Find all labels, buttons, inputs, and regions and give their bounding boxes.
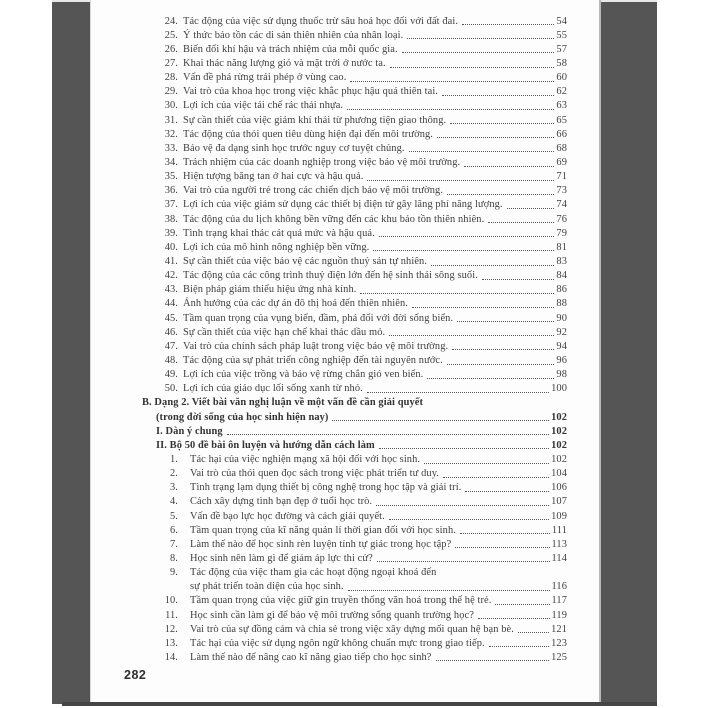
item-title: Trách nhiệm của các doanh nghiệp trong việc bảo vệ môi trường.: [183, 157, 461, 169]
item-page-number: 106: [551, 482, 567, 494]
item-number: 1.: [170, 454, 178, 465]
item-title: sự phát triển toàn diện của học sinh.: [190, 581, 344, 593]
dot-leader: [442, 95, 554, 96]
item-page-number: 117: [551, 595, 567, 607]
item-title: Tầm quan trọng của vụng biển, đầm, phá đối với đời sống biển.: [183, 312, 454, 324]
item-page-number: 113: [551, 538, 567, 550]
item-number: 40.: [164, 241, 178, 253]
item-page-number: 55: [556, 29, 567, 41]
item-number: 9.: [170, 567, 178, 579]
toc-row: [90, 650, 567, 664]
item-number: 42.: [164, 270, 178, 282]
toc-row: [90, 297, 567, 311]
item-title: Hiện tượng băng tan ở hai cực và hậu quả.: [183, 171, 364, 183]
item-number: 31.: [164, 114, 178, 126]
item-page-number: 107: [551, 496, 567, 508]
dot-leader: [443, 477, 549, 478]
item-title: Vai trò của chính sách pháp luật trong việc bảo vệ môi trường.: [183, 340, 449, 352]
toc-row: [90, 113, 567, 127]
dot-leader: [389, 335, 554, 336]
toc-row: [90, 127, 567, 141]
item-number: 4.: [170, 496, 178, 508]
toc-row: [90, 622, 567, 636]
dot-leader: [390, 67, 555, 68]
toc-row: [90, 198, 567, 212]
toc-row: [90, 410, 567, 424]
dot-leader: [427, 378, 554, 379]
item-page-number: 74: [556, 199, 567, 211]
item-page-number: 100: [551, 383, 567, 395]
item-page-number: 54: [556, 15, 567, 27]
toc-row: [90, 184, 567, 198]
item-title: II. Bộ 50 đề bài ôn luyện và hướng dẫn cách làm: [156, 439, 375, 451]
item-number: 8.: [170, 552, 178, 564]
item-title: Vai trò của khoa học trong việc khắc phục hậu quả thiên tai.: [183, 86, 438, 98]
toc-row: [90, 382, 567, 396]
item-page-number: 96: [556, 355, 567, 367]
dot-leader: [507, 208, 555, 209]
toc-row: [90, 14, 567, 28]
item-title: Khai thác năng lượng gió và mặt trời ở nước ta.: [183, 58, 386, 70]
item-title: Tác động của thói quen tiêu dùng hiện đại đến môi trường.: [183, 128, 433, 140]
item-title: Tình trạng khai thác cát quá mức và hậu quả.: [183, 227, 375, 239]
item-number: 27.: [164, 58, 178, 70]
item-title: Sự cần thiết của việc giảm khí thải từ phương tiện giao thông.: [183, 114, 447, 126]
item-page-number: 104: [551, 468, 567, 480]
toc-row: [90, 594, 567, 608]
photo-background-left: [52, 0, 90, 704]
toc-row: [90, 452, 567, 466]
item-number: 6.: [170, 524, 178, 536]
item-number: 46.: [164, 326, 178, 338]
item-number: 25.: [164, 29, 178, 41]
dot-leader: [424, 463, 549, 464]
item-title: Học sinh nên làm gì để giảm áp lực thi cử?: [190, 552, 373, 564]
item-page-number: 102: [551, 425, 567, 437]
item-title: Vai trò của người trẻ trong các chiến dịch bảo vệ môi trường.: [183, 185, 444, 197]
item-number: 35.: [164, 171, 178, 183]
toc-row: [90, 311, 567, 325]
dot-leader: [462, 24, 554, 25]
toc-row: [90, 523, 567, 537]
item-page-number: 66: [556, 128, 567, 140]
item-page-number: 121: [551, 623, 567, 635]
dot-leader: [452, 349, 554, 350]
item-title: Tầm quan trọng của việc giữ gìn truyền thống văn hoá trong thế hệ trẻ.: [190, 595, 492, 607]
dot-leader: [436, 660, 550, 661]
item-title: I. Dàn ý chung: [156, 425, 223, 437]
item-title: Tác động của sự phát triển công nghiệp đến tài nguyên nước.: [183, 355, 443, 367]
item-page-number: 102: [551, 439, 567, 451]
toc-row: [90, 240, 567, 254]
item-page-number: 84: [556, 270, 567, 282]
toc-row: [90, 438, 567, 452]
item-title: Cách xây dựng tình bạn đẹp ở tuổi học trò.: [190, 496, 373, 508]
photo-bottom-edge: [62, 702, 657, 706]
item-number: 43.: [164, 284, 178, 296]
item-title: Tác động của du lịch không bền vững đến các khu bảo tồn thiên nhiên.: [183, 213, 485, 225]
item-page-number: 116: [551, 581, 567, 593]
dot-leader: [450, 123, 554, 124]
toc-row: [90, 396, 567, 410]
item-title: Tác hại của việc sử dụng ngôn ngữ không chuẩn mực trong giao tiếp.: [190, 637, 485, 649]
dot-leader: [482, 279, 555, 280]
item-title: Ảnh hưởng của các dự án đô thị hoá đến thiên nhiên.: [183, 298, 408, 310]
item-number: 45.: [164, 312, 178, 324]
dot-leader: [464, 166, 554, 167]
toc-row: [90, 283, 567, 297]
dot-leader: [478, 618, 550, 619]
dot-leader: [460, 533, 550, 534]
item-page-number: 81: [556, 241, 567, 253]
item-page-number: 125: [551, 651, 567, 663]
photo-background-right: [601, 0, 657, 702]
item-number: 7.: [170, 538, 178, 550]
toc-row: [90, 368, 567, 382]
item-title: Bảo vệ đa dạng sinh học trước nguy cơ tuyệt chủng.: [183, 142, 405, 154]
item-title: Sự cần thiết của việc bảo vệ các nguồn thuỷ sản tự nhiên.: [183, 256, 428, 268]
item-number: 26.: [164, 43, 178, 55]
item-page-number: 76: [556, 213, 567, 225]
dot-leader: [409, 151, 555, 152]
dot-leader: [489, 646, 549, 647]
toc-row: [90, 155, 567, 169]
toc-row: [90, 636, 567, 650]
toc-row: [90, 353, 567, 367]
table-of-contents: [90, 14, 567, 664]
dot-leader: [348, 590, 550, 591]
book-page: [90, 0, 601, 702]
item-title: Làm thế nào để học sinh rèn luyện tính tự giác trong học tập?: [190, 538, 452, 550]
dot-leader: [332, 420, 549, 421]
item-page-number: 68: [556, 142, 567, 154]
item-title: Vấn đề phá rừng trái phép ở vùng cao.: [183, 72, 347, 84]
item-number: 12.: [164, 623, 178, 635]
dot-leader: [447, 194, 554, 195]
item-page-number: 69: [556, 157, 567, 169]
item-number: 33.: [164, 142, 178, 154]
item-page-number: 119: [551, 609, 567, 621]
toc-row: [90, 509, 567, 523]
toc-row: [90, 339, 567, 353]
dot-leader: [431, 265, 554, 266]
item-page-number: 123: [551, 637, 567, 649]
item-page-number: 102: [551, 411, 567, 423]
toc-row: [90, 325, 567, 339]
toc-row: [90, 85, 567, 99]
dot-leader: [407, 38, 554, 39]
toc-row: [90, 254, 567, 268]
item-page-number: 79: [556, 227, 567, 239]
item-number: 24.: [164, 15, 178, 27]
toc-row: [90, 99, 567, 113]
item-number: 30.: [164, 100, 178, 112]
item-title: Làm thế nào để nâng cao kĩ năng giao tiếp cho học sinh?: [190, 651, 432, 663]
dot-leader: [402, 52, 555, 53]
toc-row: [90, 608, 567, 622]
item-title: Tác động của việc sử dụng thuốc trừ sâu hoá học đối với đất đai.: [183, 15, 459, 27]
item-number: 48.: [164, 355, 178, 367]
toc-row: [90, 42, 567, 56]
dot-leader: [360, 293, 554, 294]
item-number: 47.: [164, 340, 178, 352]
item-page-number: 71: [556, 171, 567, 183]
toc-row: [90, 170, 567, 184]
item-title: (trong đời sống của học sinh hiện nay): [156, 411, 329, 423]
item-title: Biến đổi khí hậu và trách nhiệm của mỗi quốc gia.: [183, 43, 398, 55]
item-number: 49.: [164, 369, 178, 381]
dot-leader: [389, 519, 549, 520]
item-title: Tác hại của việc nghiện mạng xã hội đối với học sinh.: [190, 454, 421, 465]
toc-row: [90, 565, 567, 579]
page-right-edge: [599, 0, 601, 702]
toc-row: [90, 28, 567, 42]
item-title: Vai trò của sự đồng cảm và chia sẻ trong việc xây dựng mối quan hệ bạn bè.: [190, 623, 514, 635]
item-page-number: 86: [556, 284, 567, 296]
toc-row: [90, 495, 567, 509]
item-page-number: 83: [556, 256, 567, 268]
item-title: Tác động của các công trình thuỷ điện lớn đến hệ sinh thái sông suối.: [183, 270, 478, 282]
dot-leader: [367, 392, 549, 393]
item-title: Lợi ích của mô hình nông nghiệp bền vững.: [183, 241, 370, 253]
dot-leader: [367, 180, 554, 181]
dot-leader: [457, 321, 554, 322]
toc-row: [90, 551, 567, 565]
item-page-number: 73: [556, 185, 567, 197]
item-number: 39.: [164, 227, 178, 239]
item-title: Lợi ích của giáo dục lối sống xanh từ nhỏ.: [183, 383, 363, 395]
item-page-number: 58: [556, 58, 567, 70]
item-page-number: 102: [551, 454, 567, 465]
item-page-number: 57: [556, 43, 567, 55]
item-title: Lợi ích của việc giảm sử dụng các thiết bị điện tử gây lãng phí năng lượng.: [183, 199, 503, 211]
toc-row: [90, 467, 567, 481]
item-page-number: 94: [556, 340, 567, 352]
item-title: Ý thức bảo tồn các di sản thiên nhiên của nhân loại.: [183, 29, 404, 41]
item-number: 38.: [164, 213, 178, 225]
folio-number: 282: [124, 668, 147, 682]
item-number: 32.: [164, 128, 178, 140]
dot-leader: [227, 434, 549, 435]
item-title: Tác động của việc tham gia các hoạt động ngoại khoá đến: [190, 567, 437, 579]
dot-leader: [373, 250, 554, 251]
item-title: Lợi ích của việc tái chế rác thải nhựa.: [183, 100, 344, 112]
dot-leader: [455, 547, 549, 548]
item-title: Tình trạng lạm dụng thiết bị công nghệ trong học tập và giải trí.: [190, 482, 462, 494]
item-number: 36.: [164, 185, 178, 197]
item-number: 5.: [170, 510, 178, 522]
dot-leader: [465, 491, 549, 492]
item-number: 3.: [170, 482, 178, 494]
item-number: 37.: [164, 199, 178, 211]
dot-leader: [379, 448, 549, 449]
dot-leader: [377, 561, 550, 562]
dot-leader: [518, 632, 549, 633]
item-number: 50.: [164, 383, 178, 395]
item-number: 14.: [164, 651, 178, 663]
toc-row: [90, 424, 567, 438]
dot-leader: [447, 364, 555, 365]
item-title: Sự cần thiết của việc hạn chế khai thác dầu mỏ.: [183, 326, 386, 338]
dot-leader: [379, 236, 555, 237]
item-page-number: 90: [556, 312, 567, 324]
dot-leader: [495, 604, 549, 605]
item-page-number: 63: [556, 100, 567, 112]
item-page-number: 98: [556, 369, 567, 381]
item-page-number: 65: [556, 114, 567, 126]
item-page-number: 92: [556, 326, 567, 338]
item-title: B. Dạng 2. Viết bài văn nghị luận về một vấn đề cần giải quyết: [142, 397, 424, 409]
item-title: Vai trò của thói quen đọc sách trong việc phát triển tư duy.: [190, 468, 440, 480]
item-title: Học sinh cần làm gì để bảo vệ môi trường sống quanh trường học?: [190, 609, 474, 621]
toc-row: [90, 226, 567, 240]
item-number: 29.: [164, 86, 178, 98]
dot-leader: [350, 81, 554, 82]
item-page-number: 88: [556, 298, 567, 310]
toc-row: [90, 56, 567, 70]
item-number: 44.: [164, 298, 178, 310]
toc-row: [90, 537, 567, 551]
item-number: 34.: [164, 157, 178, 169]
toc-row: [90, 71, 567, 85]
dot-leader: [412, 307, 554, 308]
item-page-number: 62: [556, 86, 567, 98]
dot-leader: [347, 109, 554, 110]
item-page-number: 60: [556, 72, 567, 84]
dot-leader: [488, 222, 554, 223]
toc-row: [90, 141, 567, 155]
toc-row: [90, 580, 567, 594]
item-number: 2.: [170, 468, 178, 480]
item-title: Biện pháp giảm thiểu hiệu ứng nhà kính.: [183, 284, 357, 296]
toc-row: [90, 481, 567, 495]
toc-row: [90, 269, 567, 283]
item-title: Vấn đề bạo lực học đường và cách giải quyết.: [190, 510, 385, 522]
item-page-number: 109: [551, 510, 567, 522]
toc-row: [90, 212, 567, 226]
dot-leader: [437, 137, 554, 138]
item-number: 13.: [164, 637, 178, 649]
item-number: 41.: [164, 256, 178, 268]
item-number: 28.: [164, 72, 178, 84]
item-title: Tầm quan trọng của kĩ năng quản lí thời gian đối với học sinh.: [190, 524, 456, 536]
item-page-number: 111: [551, 524, 567, 536]
item-number: 11.: [165, 609, 178, 621]
item-number: 10.: [164, 595, 178, 607]
dot-leader: [376, 505, 549, 506]
item-page-number: 114: [551, 552, 567, 564]
item-title: Lợi ích của việc trồng và bảo vệ rừng chắn gió ven biển.: [183, 369, 424, 381]
